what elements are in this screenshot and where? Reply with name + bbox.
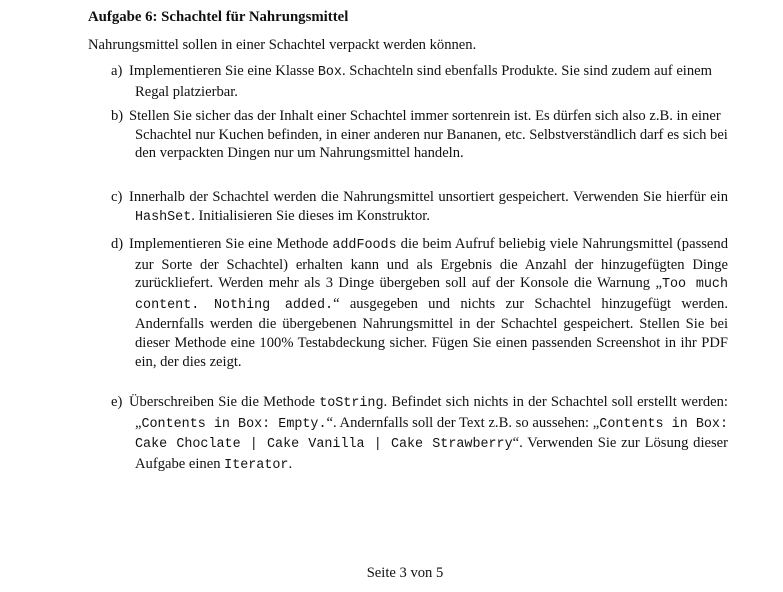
code-empty-output: Contents in Box: Empty. xyxy=(141,416,327,432)
code-iterator: Iterator xyxy=(224,457,289,473)
code-warning: Too much content. Nothing added. xyxy=(135,277,728,313)
item-text: “ ausgegeben und nichts zur Schachtel hinzugefügt werden. Andernfalls werden die übergebenen Nahrungsmittel in der Schachtel gespeichert. Stellen Sie bei dieser Methode eine 100% Testabdeckung sicher. Fügen Sie einen passenden Screenshot in ihr PDF ein, der dies zeigt. xyxy=(135,295,728,370)
item-text: “. Andernfalls soll der Text z.B. so aussehen: „ xyxy=(326,414,600,431)
code-tostring: toString xyxy=(319,396,384,411)
item-letter: a) xyxy=(111,63,123,79)
page-number: Seite 3 von 5 xyxy=(366,565,444,581)
item-letter: c) xyxy=(111,189,123,205)
item-text: . Befindet sich nichts in der Schachtel soll erstellt werden: „ xyxy=(135,394,728,431)
intro-paragraph: Nahrungsmittel sollen in einer Schachtel verpackt werden können. xyxy=(88,37,477,53)
code-box: Box xyxy=(317,65,342,80)
code-contents-output: Contents in Box: Cake Choclate | Cake Vanilla | Cake Strawberry xyxy=(135,416,728,453)
task-title: Aufgabe 6: Schachtel für Nahrungsmittel xyxy=(88,9,349,25)
list-item-c xyxy=(111,188,728,227)
code-hashset: HashSet xyxy=(135,209,192,225)
list-item-e xyxy=(111,393,728,475)
item-text: die beim Aufruf beliebig viele Nahrungsmittel (passend zur Sorte der Schachtel) erhalten kann und als Ergebnis die Anzahl der hinzugefügten Dinge zurückliefert. Werden mehr als 3 Dinge übergeben soll auf der Konsole die Warnung „ xyxy=(135,236,728,292)
item-text: . xyxy=(288,455,293,472)
list-item-b xyxy=(111,107,728,163)
code-addfoods: addFoods xyxy=(332,238,397,253)
item-text: Innerhalb der Schachtel werden die Nahrungsmittel unsortiert gespeichert. Verwenden Sie hierfür ein xyxy=(129,189,728,205)
item-text: Implementieren Sie eine Methode xyxy=(129,236,333,252)
item-text: “. Verwenden Sie zur Lösung dieser Aufgabe einen xyxy=(135,435,728,472)
item-text: . Schachteln sind ebenfalls Produkte. Sie sind zudem auf einem Regal platzierbar. xyxy=(135,63,712,100)
item-letter: b) xyxy=(111,108,124,124)
list-item-d xyxy=(111,235,728,371)
item-text: Überschreiben Sie die Methode xyxy=(129,394,320,410)
item-text: Implementieren Sie eine Klasse xyxy=(129,63,318,79)
item-letter: e) xyxy=(111,394,123,410)
item-text: Stellen Sie sicher das der Inhalt einer Schachtel immer sortenrein ist. Es dürfen sich also z.B. in einer Schachtel nur Kuchen befinden, in einer anderen nur Bananen, etc. Selbstverständlich darf es sich bei den verpackten Dingen nur um Nahrungsmittel handeln. xyxy=(129,108,728,162)
item-letter: d) xyxy=(111,236,124,252)
list-item-a xyxy=(111,62,728,101)
item-text: . Initialisieren Sie dieses im Konstruktor. xyxy=(191,207,430,224)
